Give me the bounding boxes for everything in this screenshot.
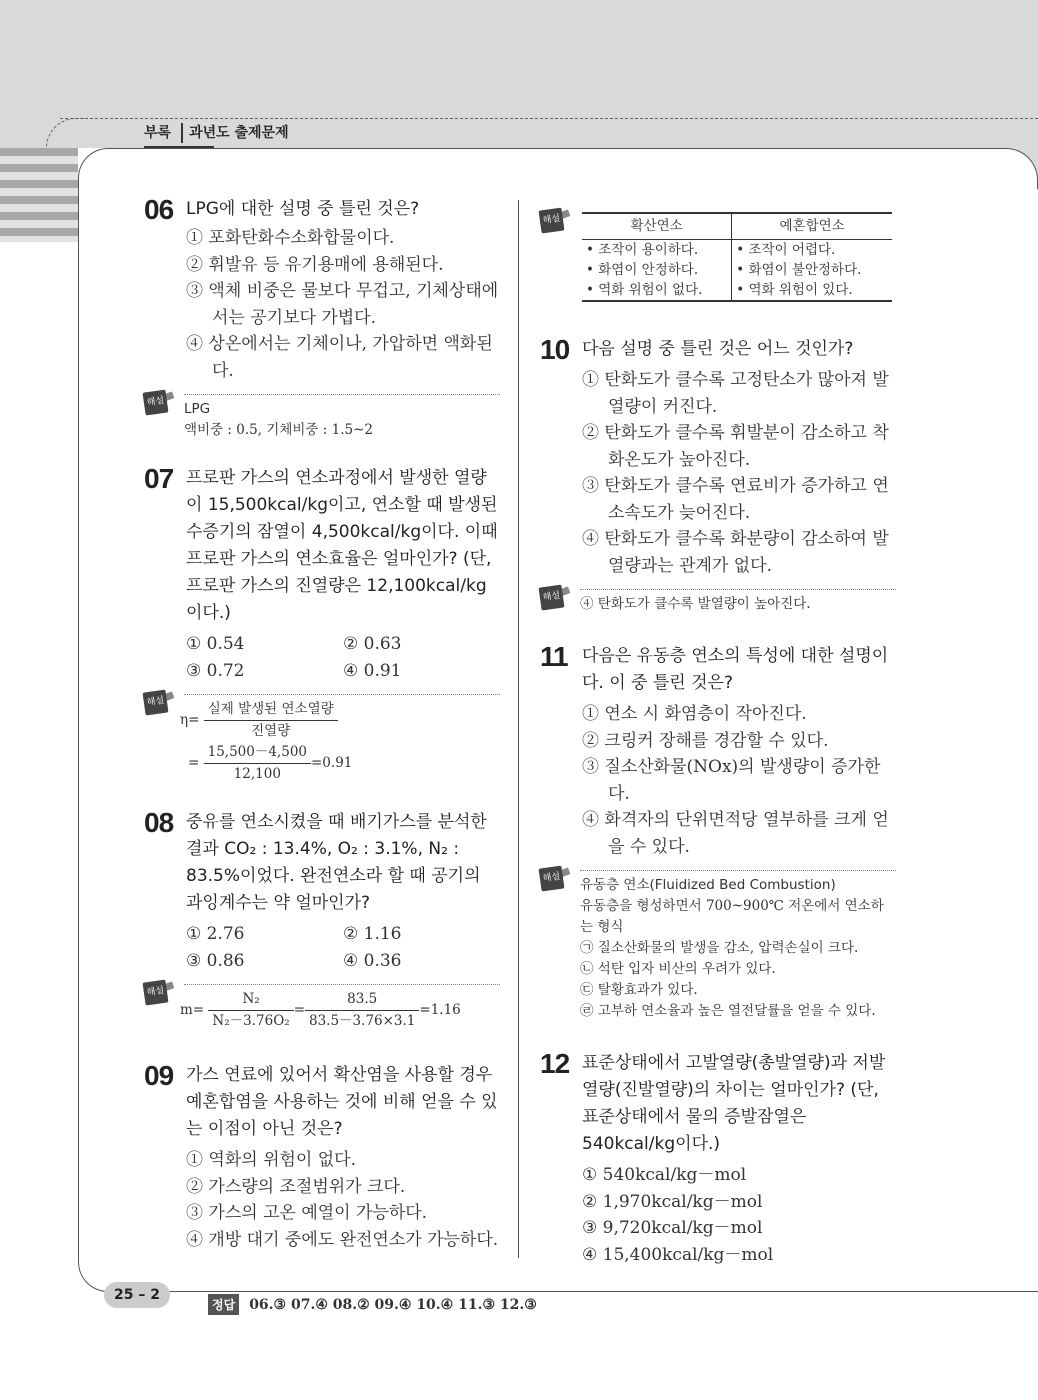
denominator: 83.5－3.76×3.1 (309, 1013, 416, 1029)
question-number: 12 (540, 1048, 570, 1079)
option-4: ④ 15,400kcal/kg－mol (582, 1244, 774, 1265)
side-stripes (0, 148, 78, 242)
header-separator (181, 123, 183, 143)
explanation-label: 해설 (539, 865, 565, 891)
denominator: N₂－3.76O₂ (212, 1013, 290, 1029)
question-number: 09 (144, 1060, 174, 1091)
explanation-line: 유동층 연소(Fluidized Bed Combustion) (580, 877, 836, 893)
explanation-line: LPG (184, 401, 211, 417)
option-1: ① 540kcal/kg－mol (582, 1165, 747, 1185)
numerator: 83.5 (305, 989, 419, 1011)
explanation-line: ㉡ 석탄 입자 비산의 우려가 있다. (580, 961, 776, 977)
explanation-10 (540, 589, 896, 615)
option-4: ④ 0.91 (343, 660, 402, 681)
table-row (582, 260, 892, 280)
option-1: ① 포화탄화수소화합물이다. (186, 228, 395, 248)
fraction (208, 989, 293, 1032)
table-row (582, 280, 892, 301)
explanation-06 (144, 394, 500, 441)
option-4: ④ 개방 대기 중에도 완전연소가 가능하다. (186, 1229, 499, 1250)
question-text: LPG에 대한 설명 중 틀린 것은? (186, 199, 420, 219)
header-section: 부록 (144, 125, 172, 141)
formula-result: =0.91 (311, 755, 353, 771)
table-cell: • 조작이 용이하다. (586, 242, 699, 258)
formula-eta: η= (180, 712, 200, 728)
question-text: 중유를 연소시켰을 때 배기가스를 분석한 결과 CO₂ : 13.4%, O₂ : 3.1%, N₂ : 83.5%이었다. 완전연소라 할 때 공기의 과잉계수는 약 얼마인가? (186, 812, 487, 913)
option-4: ④ 탄화도가 클수록 화분량이 감소하여 발열량과는 관계가 없다. (582, 529, 889, 576)
explanation-09 (540, 212, 896, 302)
dashed-guide (60, 118, 1038, 119)
explanation-book-icon (540, 208, 580, 228)
question-11 (540, 643, 896, 860)
option-3: ③ 0.72 (186, 660, 245, 681)
explanation-07 (144, 694, 500, 785)
fraction (305, 989, 419, 1032)
header-title: 과년도 출제문제 (189, 125, 289, 141)
explanation-line: ㉠ 질소산화물의 발생을 감소, 압력손실이 크다. (580, 940, 859, 956)
explanation-line: ㉢ 탈황효과가 있다. (580, 982, 698, 998)
question-text: 다음 설명 중 틀린 것은 어느 것인가? (582, 339, 854, 359)
explanation-label: 해설 (143, 979, 169, 1005)
question-10 (540, 336, 896, 579)
question-09 (144, 1062, 500, 1253)
explanation-book-icon (540, 585, 580, 605)
explanation-line: 액비중 : 0.5, 기체비중 : 1.5~2 (184, 422, 373, 438)
fraction (204, 699, 338, 742)
fraction (204, 742, 311, 785)
question-text: 다음은 유동층 연소의 특성에 대한 설명이다. 이 중 틀린 것은? (582, 646, 889, 693)
option-1: ① 0.54 (186, 634, 245, 654)
option-2: ② 휘발유 등 유기용매에 용해된다. (186, 254, 444, 275)
formula-eq: = (188, 755, 200, 771)
column-divider (518, 200, 519, 1258)
explanation-book-icon (144, 690, 184, 710)
option-2: ② 크링커 장해를 경감할 수 있다. (582, 730, 829, 751)
question-text: 표준상태에서 고발열량(총발열량)과 저발열량(진발열량)의 차이는 얼마인가? (단, 표준상태에서 물의 증발잠열은 540kcal/kg이다.) (582, 1053, 886, 1154)
option-2: ② 가스량의 조절범위가 크다. (186, 1176, 406, 1197)
explanation-line: 유동층을 형성하면서 700~900℃ 저온에서 연소하는 형식 (580, 898, 884, 935)
explanation-08 (144, 984, 500, 1032)
option-2: ② 탄화도가 클수록 휘발분이 감소하고 착화온도가 높아진다. (582, 423, 889, 470)
question-number: 06 (144, 194, 174, 225)
explanation-book-icon (540, 866, 580, 886)
explanation-label: 해설 (539, 584, 565, 610)
numerator: 실제 발생된 연소열량 (204, 699, 338, 721)
question-number: 08 (144, 807, 174, 838)
right-column (540, 196, 896, 1278)
table-row (582, 240, 892, 261)
explanation-book-icon (144, 980, 184, 1000)
option-1: ① 역화의 위험이 없다. (186, 1150, 356, 1170)
question-number: 11 (540, 641, 568, 672)
option-2: ② 0.63 (343, 634, 402, 654)
table-cell: • 역화 위험이 없다. (582, 280, 732, 301)
answer-list: 06.③ 07.④ 08.② 09.④ 10.④ 11.③ 12.③ (249, 1297, 537, 1313)
comparison-table (582, 212, 892, 302)
explanation-label: 해설 (143, 689, 169, 715)
option-2: ② 1,970kcal/kg－mol (582, 1191, 763, 1212)
explanation-line: ㉣ 고부하 연소율과 높은 열전달률을 얻을 수 있다. (580, 1003, 876, 1019)
table-header: 확산연소 (582, 213, 732, 240)
numerator: 15,500－4,500 (204, 742, 311, 764)
numerator: N₂ (208, 989, 293, 1011)
option-1: ① 탄화도가 클수록 고정탄소가 많아져 발열량이 커진다. (582, 370, 889, 417)
table-header: 예혼합연소 (732, 213, 892, 240)
explanation-line: ④ 탄화도가 클수록 발열량이 높아진다. (580, 596, 811, 612)
explanation-label: 해설 (143, 389, 169, 415)
question-number: 07 (144, 463, 174, 494)
question-number: 10 (540, 334, 570, 365)
question-08 (144, 809, 500, 974)
option-3: ③ 질소산화물(NOx)의 발생량이 증가한다. (582, 757, 881, 804)
option-1: ① 2.76 (186, 924, 245, 944)
option-3: ③ 액체 비중은 물보다 무겁고, 기체상태에서는 공기보다 가볍다. (186, 281, 499, 328)
denominator: 진열량 (251, 723, 291, 739)
question-06 (144, 196, 500, 384)
option-4: ④ 화격자의 단위면적당 열부하를 크게 얻을 수 있다. (582, 810, 889, 857)
denominator: 12,100 (233, 766, 281, 782)
question-07 (144, 465, 500, 684)
formula-m: m= (180, 1002, 205, 1018)
option-3: ③ 탄화도가 클수록 연료비가 증가하고 연소속도가 늦어진다. (582, 476, 889, 523)
option-3: ③ 0.86 (186, 950, 245, 971)
table-cell: • 조작이 어렵다. (732, 240, 892, 261)
explanation-book-icon (144, 390, 184, 410)
answer-key (208, 1294, 537, 1315)
table-cell: • 역화 위험이 있다. (732, 280, 892, 301)
formula-result: =1.16 (419, 1002, 461, 1018)
question-12 (540, 1050, 896, 1268)
option-4: ④ 0.36 (343, 950, 402, 971)
answer-label: 정답 (208, 1294, 239, 1315)
option-4: ④ 상온에서는 기체이나, 가압하면 액화된다. (186, 334, 493, 381)
formula-eq: = (293, 1002, 305, 1018)
option-2: ② 1.16 (343, 924, 402, 944)
left-column (144, 196, 500, 1263)
table-cell: • 화염이 안정하다. (586, 262, 699, 278)
page-number: 25 – 2 (104, 1282, 170, 1308)
explanation-11 (540, 870, 896, 1022)
table-cell: • 화염이 불안정하다. (732, 260, 892, 280)
explanation-label: 해설 (539, 207, 565, 233)
option-3: ③ 가스의 고온 예열이 가능하다. (186, 1203, 428, 1223)
running-header (144, 122, 289, 143)
question-text: 가스 연료에 있어서 확산염을 사용할 경우 예혼합염을 사용하는 것에 비해 얻을 수 있는 이점이 아닌 것은? (186, 1065, 498, 1139)
question-text: 프로판 가스의 연소과정에서 발생한 열량이 15,500kcal/kg이고, 연소할 때 발생된 수증기의 잠열이 4,500kcal/kg이다. 이때 프로판 가스의 연소효율은 얼마인가? (단, 프로판 가스의 진열량은 12,100kcal/kg이다.) (186, 468, 498, 623)
option-1: ① 연소 시 화염층이 작아진다. (582, 704, 807, 724)
option-3: ③ 9,720kcal/kg－mol (582, 1218, 763, 1238)
